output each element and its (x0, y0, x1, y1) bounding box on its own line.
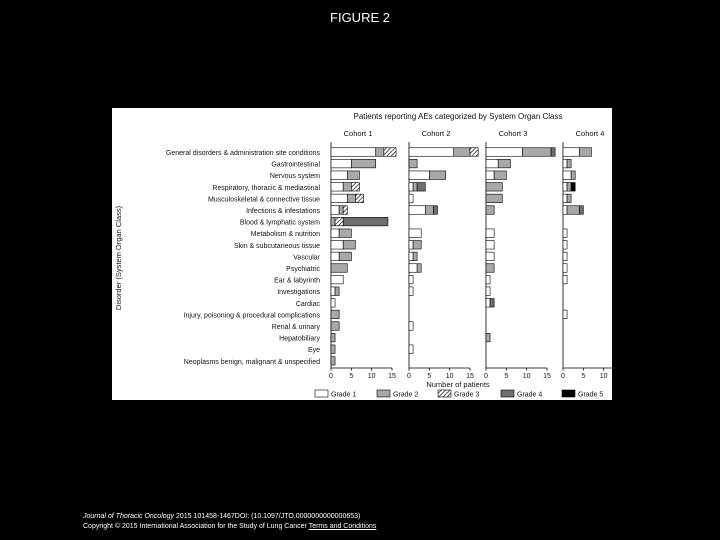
legend-label: Grade 3 (454, 391, 480, 399)
bar-segment (429, 171, 445, 180)
x-tick-label: 0 (329, 373, 333, 380)
bar-segment (331, 194, 347, 203)
citation-journal: Journal of Thoracic Oncology (83, 513, 175, 520)
bar-segment (384, 148, 396, 157)
x-tick-label: 0 (561, 373, 565, 380)
bar-segment (331, 241, 343, 250)
bar-segment (331, 264, 347, 273)
bar-segment (567, 183, 571, 192)
bar-segment (409, 287, 413, 296)
bar-segment (351, 159, 375, 168)
bar-segment (409, 275, 413, 284)
bar-segment (486, 171, 494, 180)
x-tick-label: 15 (388, 373, 396, 380)
bar-segment (563, 229, 567, 238)
bar-segment (413, 241, 421, 250)
bar-segment (433, 206, 437, 215)
bar-segment (376, 148, 384, 157)
bar-segment (409, 345, 413, 354)
bar-segment (331, 275, 343, 284)
category-label: Hepatobiliary (279, 335, 320, 343)
legend-swatch (315, 390, 328, 397)
bar-segment (523, 148, 551, 157)
legend-label: Grade 5 (578, 391, 604, 399)
category-label: Cardiac (295, 300, 320, 308)
bar-segment (486, 299, 490, 308)
bar-segment (331, 299, 335, 308)
bar-segment (486, 264, 494, 273)
bar-segment (486, 148, 523, 157)
bar-segment (331, 333, 335, 342)
legend-swatch (562, 390, 575, 397)
x-tick-label: 10 (522, 373, 531, 380)
bar-segment (331, 310, 339, 319)
bar-segment (331, 229, 339, 238)
bar-segment (498, 159, 510, 168)
category-label: Psychiatric (286, 266, 320, 273)
bar-segment (331, 171, 347, 180)
bar-segment (494, 171, 506, 180)
bar-segment (563, 171, 571, 180)
category-label: Blood & lymphatic system (239, 219, 320, 227)
bar-segment (339, 252, 351, 261)
category-label: Nervous system (269, 173, 320, 181)
bar-segment (413, 252, 417, 261)
x-tick-label: 5 (504, 373, 509, 380)
x-tick-label: 10 (445, 373, 454, 380)
bar-segment (563, 310, 567, 319)
bar-segment (563, 206, 567, 215)
legend-label: Grade 1 (331, 391, 357, 399)
bar-segment (486, 252, 494, 261)
bar-segment (331, 159, 351, 168)
category-label: Eye (307, 347, 320, 355)
category-label: Respiratory, thoracic & mediastinal (212, 184, 320, 192)
bar-segment (579, 206, 583, 215)
bar-segment (331, 252, 339, 261)
x-tick-label: 5 (427, 373, 432, 380)
bar-segment (563, 264, 567, 273)
legend-swatch (501, 390, 514, 397)
bar-segment (331, 206, 339, 215)
bar-segment (551, 148, 555, 157)
category-label: Neoplasms benign, malignant & unspecified (183, 358, 320, 366)
bar-segment (355, 194, 363, 203)
bar-segment (579, 148, 591, 157)
bar-segment (335, 287, 339, 296)
x-tick-label: 5 (581, 373, 586, 380)
bar-segment (343, 183, 351, 192)
category-label: Vascular (293, 254, 320, 262)
x-tick-label: 0 (407, 373, 411, 380)
bar-segment (563, 241, 567, 250)
bar-segment (567, 206, 579, 215)
bar-segment (343, 217, 388, 226)
category-label: Metabolism & nutrition (250, 231, 320, 239)
category-label: Injury, poisoning & procedural complications (183, 312, 320, 320)
x-tick-label: 15 (620, 373, 628, 380)
bar-segment (563, 252, 567, 261)
category-label: Ear & labyrinth (274, 277, 320, 285)
x-axis-label: Number of patients (426, 380, 490, 389)
x-tick-label: 10 (367, 373, 376, 380)
bar-segment (409, 322, 413, 331)
bar-segment (409, 159, 417, 168)
bar-segment (343, 206, 347, 215)
category-label: Musculoskeletal & connective tissue (207, 196, 320, 204)
bar-segment (331, 322, 339, 331)
y-axis-label: Disorder (System Organ Class) (114, 205, 123, 311)
bar-segment (331, 345, 335, 354)
bar-segment (343, 241, 355, 250)
bar-segment (486, 287, 490, 296)
bar-segment (486, 206, 494, 215)
bar-segment (563, 194, 567, 203)
bar-segment (339, 206, 343, 215)
category-label: Gastrointestinal (271, 161, 320, 169)
bar-segment (417, 264, 421, 273)
bar-segment (347, 171, 359, 180)
category-label: General disorders & administration site conditions (165, 150, 320, 157)
bar-segment (331, 357, 335, 366)
bar-segment (486, 275, 490, 284)
category-label: Renal & urinary (271, 324, 320, 331)
bar-segment (409, 252, 413, 261)
copyright-text: Copyright © 2015 International Association for the Study of Lung Cancer (83, 523, 307, 530)
bar-segment (563, 183, 567, 192)
bar-segment (335, 217, 343, 226)
category-label: Skin & subcutaneous tissue (234, 242, 320, 250)
panel-title: Cohort 4 (575, 129, 605, 138)
slide-title: FIGURE 2 (330, 10, 390, 25)
bar-segment (413, 183, 417, 192)
legend-swatch (377, 390, 390, 397)
bar-segment (409, 171, 429, 180)
bar-segment (331, 148, 376, 157)
bar-segment (409, 241, 413, 250)
x-tick-label: 10 (599, 373, 608, 380)
bar-segment (351, 183, 359, 192)
bar-segment (409, 194, 413, 203)
bar-segment (486, 159, 498, 168)
bar-segment (486, 194, 502, 203)
bar-segment (567, 159, 571, 168)
x-tick-label: 15 (466, 373, 474, 380)
bar-segment (425, 206, 433, 215)
bar-segment (409, 264, 417, 273)
bar-segment (409, 206, 425, 215)
bar-segment (563, 275, 567, 284)
bar-segment (486, 241, 494, 250)
bar-segment (409, 229, 421, 238)
chart-title: Patients reporting AEs categorized by System Organ Class (353, 112, 563, 121)
legend-label: Grade 4 (517, 391, 543, 399)
panel-title: Cohort 2 (421, 129, 451, 138)
bar-segment (486, 229, 494, 238)
bar-segment (571, 171, 575, 180)
bar-segment (409, 183, 413, 192)
chart (112, 108, 628, 400)
legend-label: Grade 2 (393, 391, 419, 399)
bar-segment (490, 299, 494, 308)
terms-link[interactable]: Terms and Conditions (308, 523, 377, 530)
bar-segment (486, 333, 490, 342)
legend-swatch (438, 390, 451, 397)
bar-segment (409, 148, 454, 157)
category-label: Investigations (277, 289, 320, 297)
category-label: Infections & infestations (246, 208, 320, 215)
x-tick-label: 5 (349, 373, 354, 380)
panel-title: Cohort 3 (498, 129, 528, 138)
citation-ref: 2015 101458-1467DOI: (10.1097/JTO.0000000000000653) (176, 513, 361, 520)
bar-segment (563, 159, 567, 168)
bar-segment (331, 183, 343, 192)
x-tick-label: 15 (543, 373, 551, 380)
bar-segment (563, 148, 579, 157)
panel-title: Cohort 1 (343, 129, 373, 138)
bar-segment (347, 194, 355, 203)
bar-segment (331, 287, 335, 296)
bar-segment (339, 229, 351, 238)
x-tick-label: 0 (484, 373, 488, 380)
bar-segment (417, 183, 425, 192)
bar-segment (331, 217, 335, 226)
bar-segment (470, 148, 478, 157)
bar-segment (571, 183, 575, 192)
bar-segment (486, 183, 502, 192)
figure-panel (112, 108, 628, 400)
citation (83, 512, 376, 532)
bar-segment (454, 148, 470, 157)
bar-segment (567, 194, 571, 203)
